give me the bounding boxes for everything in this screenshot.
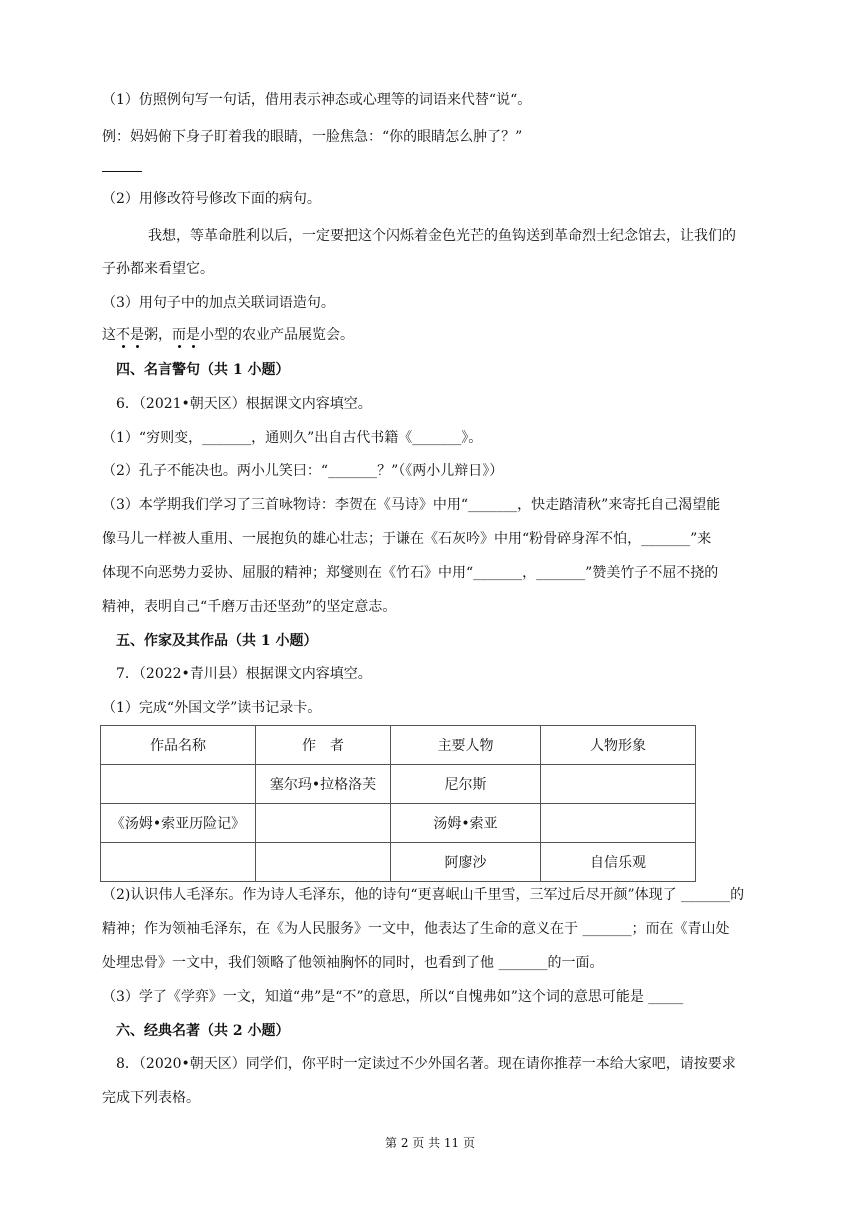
q7-part2-line1: （2)认识伟人毛泽东。作为诗人毛泽东，他的诗句“更喜岷山千里雪，三军过后尽开颜”体现了 _______的 xyxy=(102,887,745,903)
table-header: 主要人物 xyxy=(391,726,541,765)
q6-part3-line1: （3）本学期我们学习了三首咏物诗：李贺在《马诗》中用“_______，快走踏清秋”来寄托自己渴望能 xyxy=(102,497,721,513)
q2-sentence-line1: 我想，等革命胜利以后，一定要把这个闪烁着金色光芒的鱼钩送到革命烈士纪念馆去，让我们的 xyxy=(148,228,736,244)
table-header: 人物形象 xyxy=(541,726,696,765)
q6-part3-line3: 体现不向恶势力妥协、屈服的精神；郑燮则在《竹石》中用“_______，_______”赞美竹子不屈不挠的 xyxy=(102,565,719,581)
q6-part2: （2）孔子不能决也。两小儿笑曰：“_______？”（《两小儿辩日》） xyxy=(102,463,504,479)
table-cell: 《汤姆•索亚历险记》 xyxy=(101,804,256,843)
table-cell xyxy=(541,765,696,804)
table-cell: 汤姆•索亚 xyxy=(391,804,541,843)
table-header: 作品名称 xyxy=(101,726,256,765)
q6-part3-line2: 像马儿一样被人重用、一展抱负的雄心壮志；于谦在《石灰吟》中用“粉骨碎身浑不怕，_______”来 xyxy=(102,531,712,547)
q1-example: 例：妈妈俯下身子盯着我的眼睛，一脸焦急：“你的眼睛怎么肿了？” xyxy=(102,129,523,145)
table-cell xyxy=(256,843,391,882)
q7-part2-line2: 精神；作为领袖毛泽东，在《为人民服务》一文中，他表达了生命的意义在于 _______；而在《青山处 xyxy=(102,921,730,937)
table-cell xyxy=(101,843,256,882)
answer-line xyxy=(102,171,142,172)
q3-instruction: （3）用句子中的加点关联词语造句。 xyxy=(102,295,335,311)
section-heading-4: 四、名言警句（共 1 小题） xyxy=(116,362,290,378)
q1-instruction: （1）仿照例句写一句话，借用表示神态或心理等的词语来代替“说“。 xyxy=(102,92,532,108)
q3-dotted-char: 不 xyxy=(116,327,130,343)
q7-heading: 7．（2022•青川县）根据课文内容填空。 xyxy=(116,666,372,682)
table-row xyxy=(101,765,696,804)
q3-char: 这 xyxy=(102,327,116,343)
section-heading-5: 五、作家及其作品（共 1 小题） xyxy=(116,633,318,649)
table-cell xyxy=(541,804,696,843)
q7-part3: （3）学了《学弈》一文，知道“弗”是“不”的意思，所以“自愧弗如”这个词的意思可能是 _____ xyxy=(102,989,684,1005)
table-header-row xyxy=(101,726,696,765)
table-cell: 阿廖沙 xyxy=(391,843,541,882)
q6-part3-line4: 精神，表明自己“千磨万击还坚劲”的坚定意志。 xyxy=(102,599,397,615)
q3-sentence xyxy=(102,325,354,345)
q7-part2-line3: 处埋忠骨》一文中，我们领略了他领袖胸怀的同时，也看到了他 _______的一面。 xyxy=(102,955,604,971)
q2-instruction: （2）用修改符号修改下面的病句。 xyxy=(102,191,321,207)
q3-dotted-char: 是 xyxy=(130,327,144,343)
table-row xyxy=(101,804,696,843)
table-header: 作 者 xyxy=(256,726,391,765)
q3-dotted-char: 而 xyxy=(172,327,186,343)
section-heading-6: 六、经典名著（共 2 小题） xyxy=(116,1023,290,1039)
q6-part1: （1）“穷则变，_______，通则久”出自古代书籍《_______》。 xyxy=(102,430,483,446)
table-cell xyxy=(256,804,391,843)
table-cell: 自信乐观 xyxy=(541,843,696,882)
table-cell xyxy=(101,765,256,804)
q2-sentence-line2: 子孙都来看望它。 xyxy=(102,261,214,277)
q7-part1: （1）完成“外国文学”读书记录卡。 xyxy=(102,700,322,716)
q3-dotted-char: 是 xyxy=(186,327,200,343)
q3-char: 小型的农业产品展览会。 xyxy=(200,327,354,343)
page-footer: 第 2 页 共 11 页 xyxy=(385,1136,475,1150)
q6-heading: 6．（2021•朝天区）根据课文内容填空。 xyxy=(116,396,372,412)
q8-line1: 8．（2020•朝天区）同学们，你平时一定读过不少外国名著。现在请你推荐一本给大家吧，请按要求 xyxy=(116,1056,736,1072)
table-cell: 塞尔玛•拉格洛芙 xyxy=(256,765,391,804)
reading-record-table xyxy=(100,725,696,882)
table-cell: 尼尔斯 xyxy=(391,765,541,804)
q3-char: 粥， xyxy=(144,327,172,343)
q8-line2: 完成下列表格。 xyxy=(102,1090,200,1106)
table-row xyxy=(101,843,696,882)
